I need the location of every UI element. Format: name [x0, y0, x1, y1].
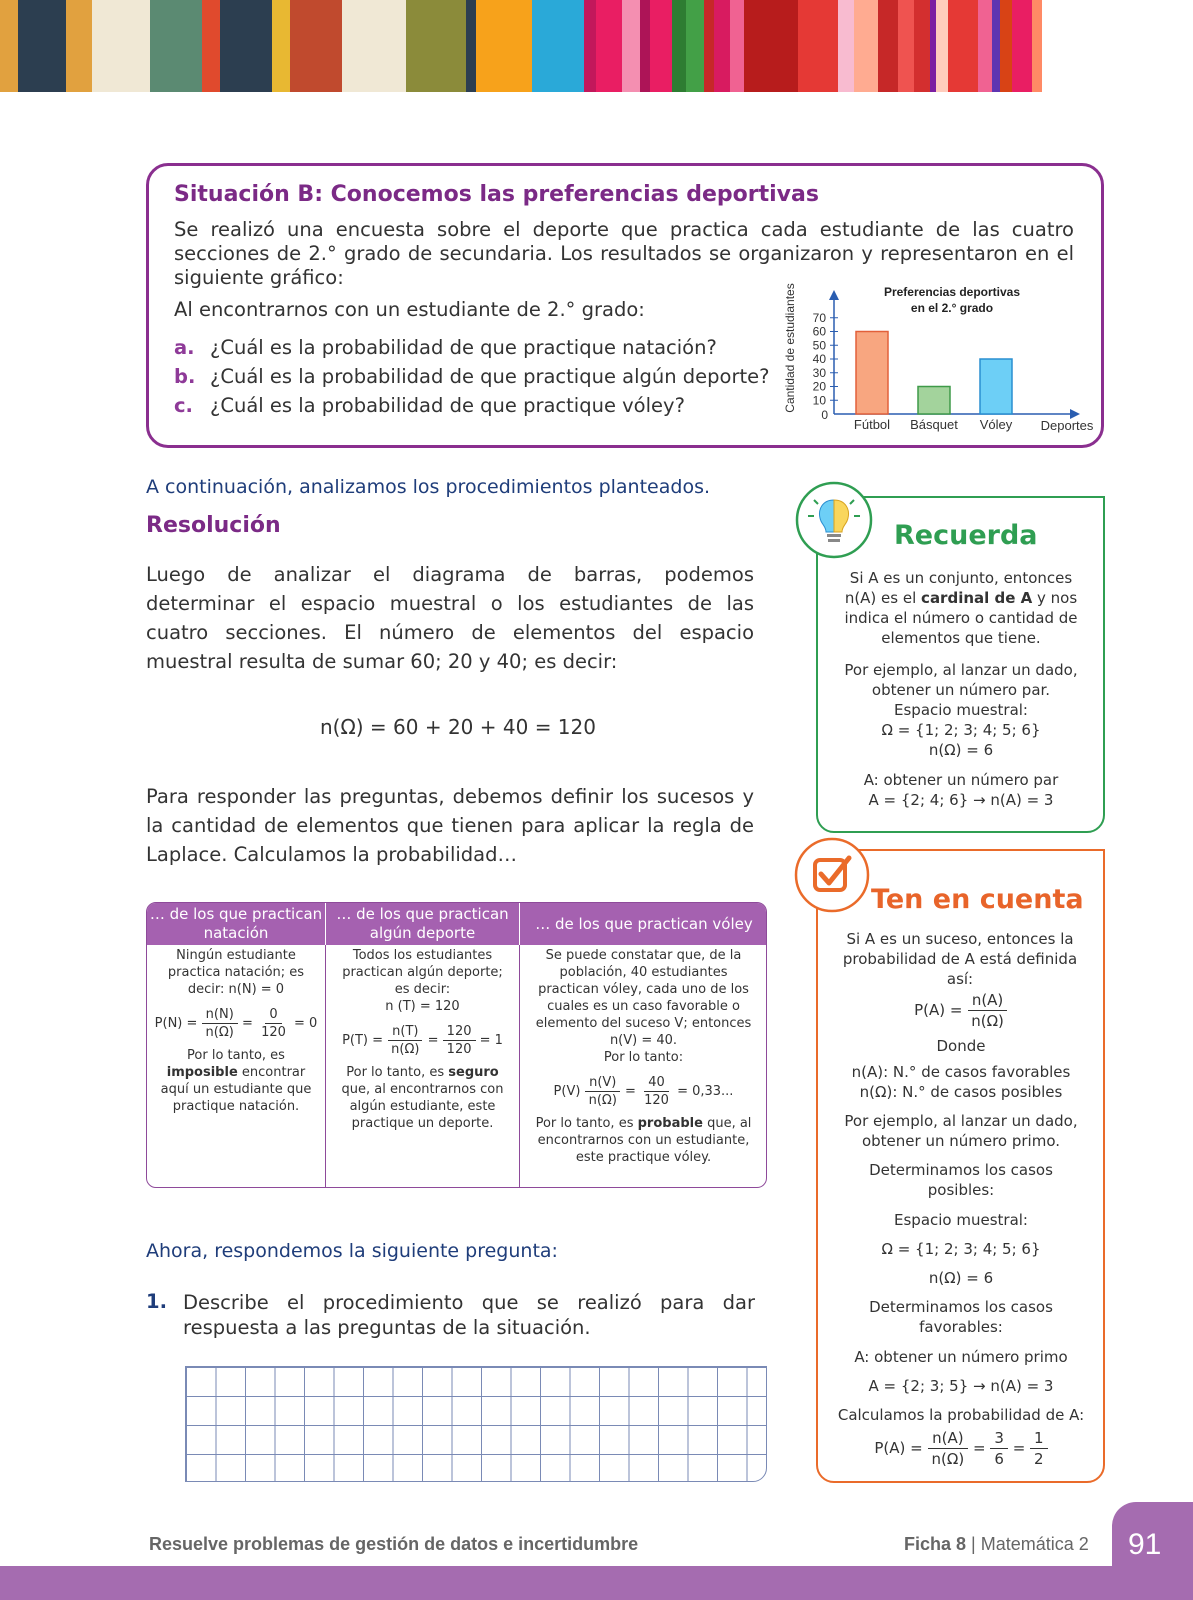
- ten-formula: P(A) = $\frac{n(A)}{n(\Omega)}$: [832, 990, 1090, 1031]
- checkbox-icon: [793, 836, 871, 914]
- footer-competency: Resuelve problemas de gestión de datos e incertidumbre: [149, 1534, 639, 1554]
- table-column-deporte: [326, 945, 520, 1187]
- textile-banner: [0, 0, 1193, 92]
- banner-stripe: [202, 0, 220, 92]
- situation-lead: Al encontrarnos con un estudiante de 2.° grado:: [174, 298, 645, 321]
- table-header-natacion: … de los que practican natación: [147, 903, 326, 945]
- recuerda-sample-label: Espacio muestral:: [894, 701, 1028, 719]
- situation-intro: Se realizó una encuesta sobre el deporte que practica cada estudiante de las cuatro secciones de 2.° grado de secundaria. Los resultados se organizaron y representaron en el siguiente gráfico:: [174, 218, 1074, 289]
- banner-stripe: [406, 0, 466, 92]
- deporte-definition: Todos los estudiantes practican algún deporte; es decir:: [342, 948, 503, 997]
- banner-stripe: [640, 0, 650, 92]
- y-axis-arrow: [829, 290, 839, 300]
- question-c: c. ¿Cuál es la probabilidad de que practique vóley?: [174, 394, 685, 417]
- banner-stripe: [978, 0, 992, 92]
- sample-space-formula: n(Ω) = 60 + 20 + 40 = 120: [320, 715, 596, 739]
- probability-table: [146, 902, 767, 1188]
- brain-lightbulb-icon: [794, 480, 874, 560]
- banner-stripe: [854, 0, 878, 92]
- table-column-voley: [520, 945, 767, 1187]
- deporte-cardinal: n (T) = 120: [385, 999, 460, 1014]
- table-column-natacion: [147, 945, 326, 1187]
- question-text: Describe el procedimiento que se realizó para dar respuesta a las preguntas de la situación.: [183, 1291, 755, 1339]
- banner-stripe: [290, 0, 342, 92]
- paragraph-1: Luego de analizar el diagrama de barras, podemos determinar el espacio muestral o los estudiantes de las cuatro secciones. El número de elementos del espacio muestral resulta de sumar 60; 20 y 40; es decir:: [146, 563, 754, 673]
- y-tick-label: 10: [812, 393, 826, 408]
- natacion-conclusion: Por lo tanto, es imposible encontrar aquí un estudiante que practique natación.: [160, 1048, 312, 1114]
- voley-definition: Se puede constatar que, de la población, 40 estudiantes practican vóley, cada uno de los cuales es un caso favorable o elemento del suceso V; entonces n(V) = 40.: [535, 948, 752, 1048]
- ten-sample-label: Espacio muestral:: [894, 1211, 1028, 1229]
- y-tick-label: 0: [821, 408, 828, 422]
- y-tick-label: 60: [812, 324, 826, 339]
- voley-formula: P(V) $\frac{n(V)}{n(\Omega)}$ = $\frac{40}{120}$ = 0,33...: [553, 1075, 734, 1108]
- ten-event: A: obtener un número primo: [854, 1348, 1068, 1366]
- ten-favorable: n(A): N.° de casos favorables: [851, 1063, 1071, 1081]
- banner-stripe: [92, 0, 150, 92]
- banner-stripe: [1032, 0, 1042, 92]
- banner-stripe: [220, 0, 272, 92]
- x-tick-label: Vóley: [979, 417, 1013, 432]
- situation-title: Situación B: Conocemos las preferencias deportivas: [174, 182, 819, 207]
- banner-stripe: [0, 0, 18, 92]
- y-tick-label: 40: [812, 352, 826, 366]
- banner-stripe: [66, 0, 92, 92]
- ten-example: Por ejemplo, al lanzar un dado, obtener un número primo.: [844, 1112, 1078, 1150]
- banner-stripe: [272, 0, 290, 92]
- banner-stripe: [476, 0, 532, 92]
- question-number: 1.: [146, 1290, 167, 1313]
- table-header-deporte: … de los que practican algún deporte: [326, 903, 520, 945]
- ten-definition: Si A es un suceso, entonces la probabilidad de A está definida así:: [842, 930, 1078, 988]
- ten-calc-heading: Calculamos la probabilidad de A:: [837, 1406, 1085, 1424]
- x-tick-label: Básquet: [910, 417, 958, 432]
- recuerda-event-set: A = {2; 4; 6} → n(A) = 3: [868, 791, 1054, 809]
- banner-stripe: [1012, 0, 1032, 92]
- banner-stripe: [342, 0, 406, 92]
- y-tick-label: 30: [812, 365, 826, 380]
- chart-title-line2: en el 2.° grado: [910, 301, 994, 315]
- banner-stripe: [744, 0, 798, 92]
- footer-bar: [0, 1566, 1193, 1600]
- voley-conclusion: Por lo tanto, es probable que, al encontrarnos con un estudiante, este practique vóley.: [535, 1116, 752, 1165]
- banner-stripe: [596, 0, 622, 92]
- natacion-formula: P(N) = $\frac{n(N)}{n(\Omega)}$ = $\frac{0}{120}$ = 0: [154, 1007, 318, 1040]
- banner-stripe: [704, 0, 714, 92]
- y-tick-label: 50: [812, 338, 826, 353]
- paragraph-2: Para responder las preguntas, debemos definir los sucesos y la cantidad de elementos que tienen para aplicar la regla de Laplace. Calculamos la probabilidad…: [146, 785, 754, 866]
- recuerda-example: Por ejemplo, al lanzar un dado, obtener un número par.: [844, 661, 1078, 699]
- banner-stripe: [798, 0, 838, 92]
- deporte-conclusion: Por lo tanto, es seguro que, al encontrarnos con algún estudiante, este practique un deporte.: [341, 1065, 504, 1131]
- ten-possible-heading: Determinamos los casos posibles:: [869, 1161, 1053, 1199]
- y-tick-label: 20: [812, 379, 826, 394]
- ten-possible: n(Ω): N.° de casos posibles: [859, 1083, 1063, 1101]
- y-axis-label: Cantidad de estudiantes: [783, 283, 797, 413]
- banner-stripe: [936, 0, 948, 92]
- banner-stripe: [714, 0, 730, 92]
- question-b: b. ¿Cuál es la probabilidad de que practique algún deporte?: [174, 365, 770, 388]
- analysis-heading: A continuación, analizamos los procedimientos planteados.: [146, 476, 711, 498]
- banner-stripe: [838, 0, 854, 92]
- ten-sample-cardinal: n(Ω) = 6: [928, 1269, 994, 1287]
- banner-stripe: [466, 0, 476, 92]
- resolution-heading: Resolución: [146, 513, 281, 538]
- banner-stripe: [532, 0, 584, 92]
- ten-where: Donde: [936, 1037, 986, 1055]
- banner-stripe: [150, 0, 202, 92]
- ten-sample-set: Ω = {1; 2; 3; 4; 5; 6}: [881, 1240, 1041, 1258]
- banner-stripe: [584, 0, 596, 92]
- footer-ficha: Ficha 8 | Matemática 2: [904, 1534, 1089, 1554]
- table-header-voley: … de los que practican vóley: [520, 903, 767, 945]
- ten-en-cuenta-title: Ten en cuenta: [871, 884, 1084, 915]
- question-a: a. ¿Cuál es la probabilidad de que practique natación?: [174, 336, 717, 359]
- banner-stripe: [650, 0, 672, 92]
- bar-Fútbol: [856, 332, 888, 415]
- ten-final-formula: P(A) = $\frac{n(A)}{n(\Omega)}$ = $\frac{3}{6}$ = $\frac{1}{2}$: [832, 1428, 1090, 1469]
- banner-stripe: [672, 0, 686, 92]
- bar-chart: [780, 278, 1100, 440]
- x-tick-label: Fútbol: [853, 417, 891, 432]
- ten-event-set: A = {2; 3; 5} → n(A) = 3: [868, 1377, 1054, 1395]
- banner-stripe: [948, 0, 978, 92]
- banner-stripe: [622, 0, 640, 92]
- page-number: 91: [1128, 1528, 1162, 1561]
- banner-stripe: [730, 0, 744, 92]
- x-axis-label: Deportes: [1040, 418, 1094, 433]
- y-tick-label: 70: [812, 310, 826, 325]
- bar-Vóley: [980, 359, 1012, 414]
- voley-lead: Por lo tanto:: [603, 1050, 684, 1065]
- chart-title-line1: Preferencias deportivas: [883, 285, 1021, 299]
- bar-Básquet: [918, 387, 950, 415]
- banner-stripe: [898, 0, 914, 92]
- recuerda-title: Recuerda: [894, 520, 1038, 551]
- banner-stripe: [878, 0, 898, 92]
- banner-stripe: [1000, 0, 1012, 92]
- natacion-definition: Ningún estudiante practica natación; es decir: n(N) = 0: [167, 948, 305, 997]
- banner-stripe: [686, 0, 704, 92]
- banner-stripe: [914, 0, 930, 92]
- recuerda-sample-set: Ω = {1; 2; 3; 4; 5; 6}: [881, 721, 1041, 739]
- now-heading: Ahora, respondemos la siguiente pregunta:: [146, 1240, 558, 1262]
- recuerda-event: A: obtener un número par: [863, 771, 1059, 789]
- deporte-formula: P(T) = $\frac{n(T)}{n(\Omega)}$ = $\frac{120}{120}$ = 1: [342, 1024, 503, 1057]
- ten-favorable-heading: Determinamos los casos favorables:: [869, 1298, 1053, 1336]
- banner-stripe: [992, 0, 1000, 92]
- banner-stripe: [18, 0, 66, 92]
- recuerda-definition: Si A es un conjunto, entonces n(A) es el cardinal de A y nos indica el número o cantidad de elementos que tiene.: [844, 569, 1078, 647]
- answer-grid[interactable]: [185, 1366, 767, 1482]
- recuerda-sample-cardinal: n(Ω) = 6: [928, 741, 994, 759]
